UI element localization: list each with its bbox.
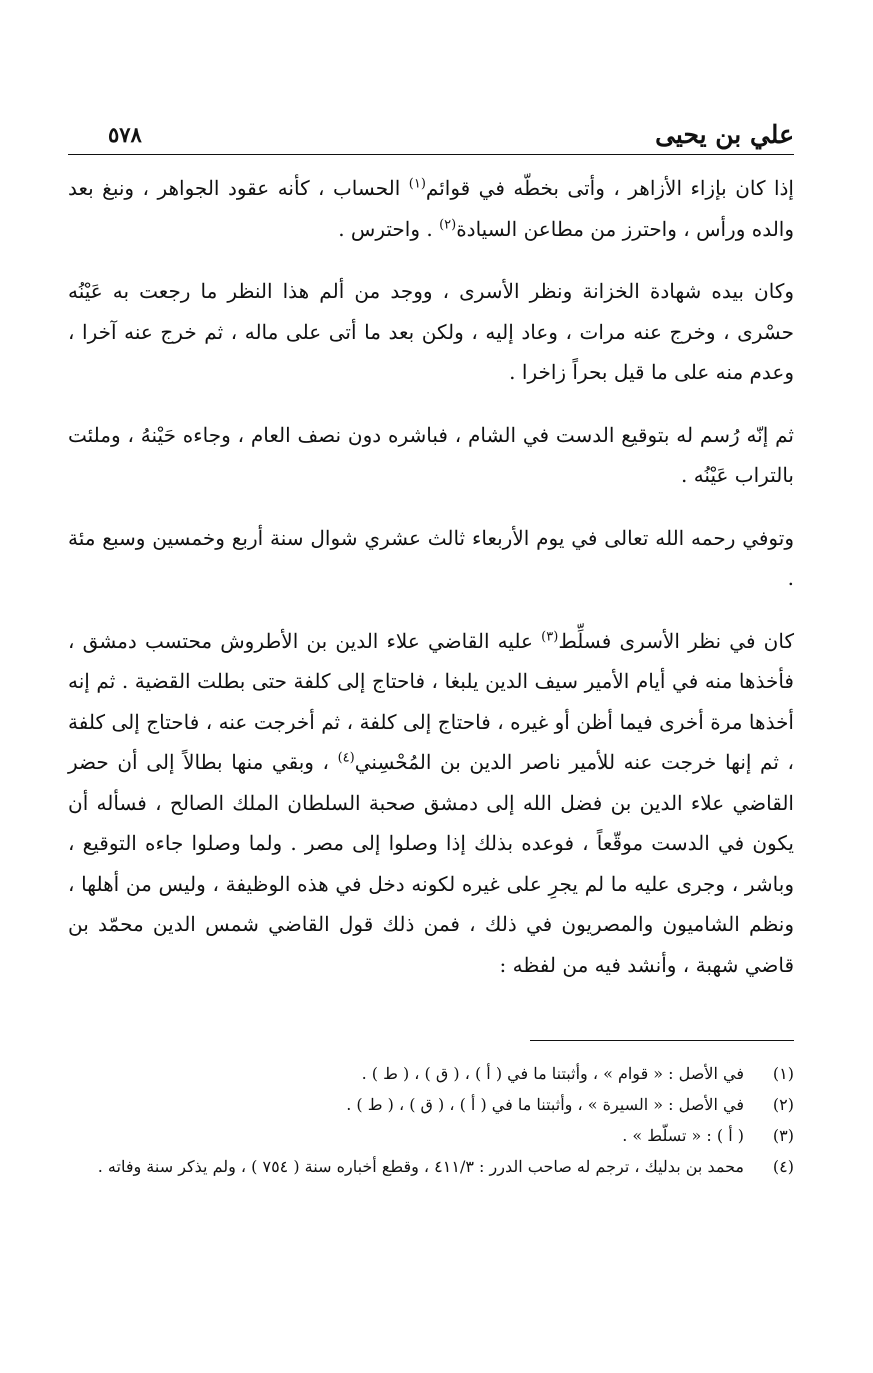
footnote-text: في الأصل : « قوام » ، وأثبتنا ما في ( أ ) ، ( ق ) ، ( ط ) . — [361, 1064, 744, 1083]
footnote-ref-4: (٤) — [337, 750, 355, 766]
paragraph-4: وتوفي رحمه الله تعالى في يوم الأربعاء ثالث عشري شوال سنة أربع وخمسين وسبع مئة . — [68, 525, 794, 590]
footnote-4 — [68, 1151, 794, 1182]
footnote-text: محمد بن بدليك ، ترجم له صاحب الدرر : ٤١١/٣ ، وقطع أخباره سنة ( ٧٥٤ ) ، ولم يذكر سنة وفاته . — [97, 1157, 744, 1176]
running-header — [68, 118, 794, 155]
footnote-number: (١) — [772, 1064, 794, 1083]
footnote-ref-1: (١) — [408, 176, 426, 192]
footnote-divider — [530, 1040, 794, 1041]
footnote-text: ( أ ) : « تسلّط » . — [622, 1126, 744, 1145]
paragraph-5-part-1: كان في نظر الأسرى فسلِّط — [558, 628, 794, 653]
footnote-1 — [68, 1058, 794, 1089]
paragraph-1-part-3: . واحترس . — [338, 216, 440, 241]
paragraph-1-part-1: إذا كان بإزاء الأزاهر ، وأتى بخطّه في قوائم — [425, 176, 794, 200]
paragraph-5-part-2: عليه القاضي علاء الدين بن الأطروش محتسب دمشق ، فأخذها منه في أيام الأمير سيف الدين يلبغا ، فاحتاج إلى كلفة حتى بطلت القضية . ثم إنه أخذها مرة أخرى فيما أظن أو غيره ، فاحتاج إلى كلفة ، ثم أخرجت عنه ، فاحتاج إلى كلفة ، ثم إنها خرجت عنه للأمير ناصر الدين بن المُحْسِني — [68, 628, 794, 774]
footnote-number: (٣) — [772, 1126, 794, 1145]
footnote-number: (٤) — [772, 1157, 794, 1176]
footnote-ref-3: (٣) — [541, 628, 559, 644]
footnote-3 — [68, 1120, 794, 1151]
paragraph-5 — [68, 621, 794, 986]
paragraph-3: ثم إنّه رُسم له بتوقيع الدست في الشام ، فباشره دون نصف العام ، وجاءه حَيْنهُ ، وملئت بالتراب عَيْنُه . — [68, 422, 795, 487]
paragraph-5-part-3: ، وبقي منها بطالاً إلى أن حضر القاضي علاء الدين بن فضل الله إلى دمشق صحبة السلطان الملك الصالح ، فسأله أن يكون في الدست موقّعاً ، فوعده بذلك إذا وصلوا إلى مصر . ولما وصلوا جاءه التوقيع ، وباشر ، وجرى عليه ما لم يجرِ على غيره لكونه دخل في هذه الوظيفة ، وليس من أهلها ، ونظم الشاميون والمصريون في ذلك ، فمن ذلك قول القاضي شمس الدين محمّد بن قاضي شهبة ، وأنشد فيه من لفظه : — [68, 750, 794, 977]
main-text — [68, 168, 794, 1007]
running-title: علي بن يحيى — [655, 120, 794, 149]
paragraph-2: وكان بيده شهادة الخزانة ونظر الأسرى ، ووجد من ألم هذا النظر ما رجعت به عَيْنُه حسْرى ، وخرج عنه مرات ، وعاد إليه ، ولكن بعد ما أتى على ماله ، ثم خرج عنه آخرا ، وعدم منه على ما قيل بحراً زاخرا . — [68, 279, 794, 384]
footnotes — [68, 1058, 794, 1182]
paragraph-1-part-2: الحساب ، كأنه عقود الجواهر ، ونبغ بعد والده ورأس ، واحترز من مطاعن السيادة — [68, 176, 794, 241]
footnote-ref-2: (٢) — [439, 216, 457, 232]
paragraph-1 — [68, 168, 794, 249]
footnote-2 — [68, 1089, 794, 1120]
page-number: ٥٧٨ — [108, 122, 142, 147]
footnote-text: في الأصل : « السيرة » ، وأثبتنا ما في ( أ ) ، ( ق ) ، ( ط ) . — [346, 1095, 744, 1114]
footnote-number: (٢) — [772, 1095, 794, 1114]
